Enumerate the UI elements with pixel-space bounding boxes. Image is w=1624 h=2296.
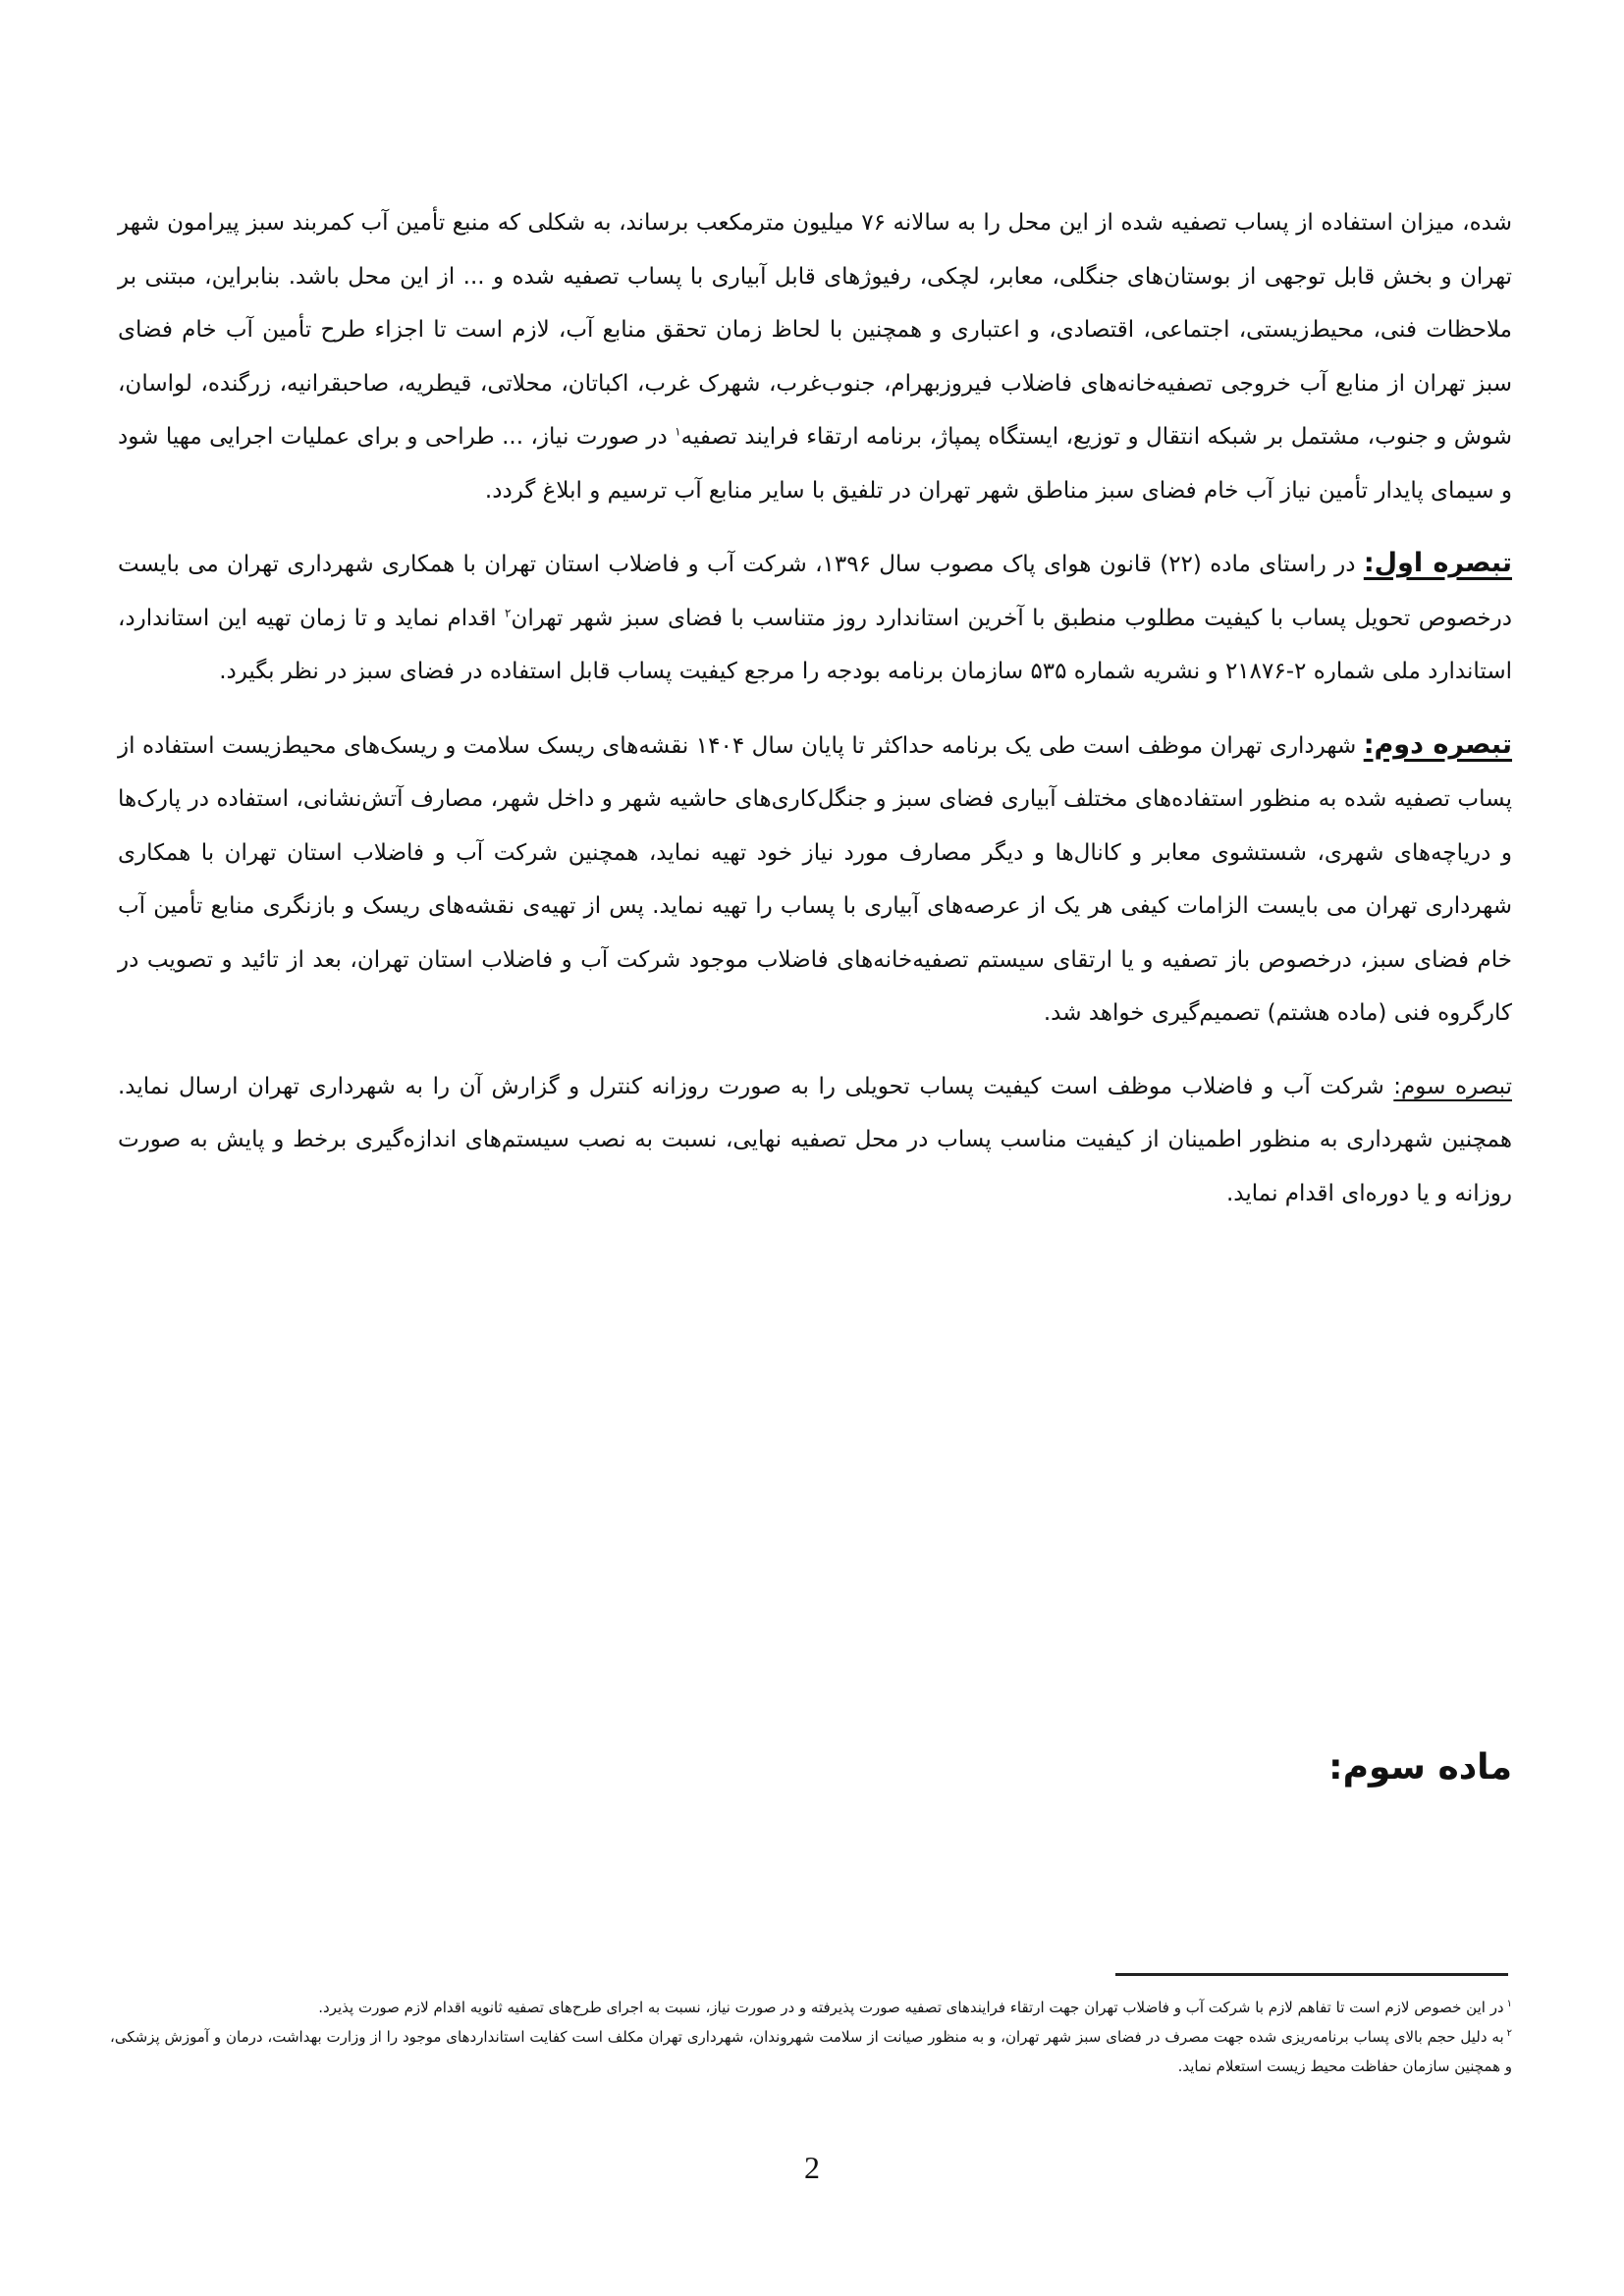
intro-paragraph <box>118 196 1512 517</box>
note-1-paragraph <box>118 537 1512 699</box>
section-heading: ماده سوم: <box>1328 1747 1512 1788</box>
note-1-label: تبصره اول: <box>1363 548 1512 578</box>
footnote-ref-1[interactable]: ۱ <box>675 424 681 439</box>
note-1-text: در راستای ماده (۲۲) قانون هوای پاک مصوب سال ۱۳۹۶، شرکت آب و فاضلاب استان تهران با همکاری شهرداری تهران می بایست درخصوص تحویل پساب با کیفیت مطلوب منطبق با آخرین استاندارد روز متناسب با فضای سبز شهر تهران <box>118 552 1512 631</box>
note-3-paragraph <box>118 1060 1512 1221</box>
footnote-ref-2[interactable]: ۲ <box>505 605 512 619</box>
intro-paragraph-text-end: در صورت نیاز، ... طراحی و برای عملیات اجرایی مهیا شود و سیمای پایدار تأمین نیاز آب خام فضای سبز مناطق شهر تهران در تلفیق با سایر منابع آب ترسیم و ابلاغ گردد. <box>118 424 1512 504</box>
footnote-2-text: به دلیل حجم بالای پساب برنامه‌ریزی شده جهت مصرف در فضای سبز شهر تهران، و به منظور صیانت از سلامت شهروندان، شهرداری تهران مکلف است کفایت استانداردهای موجود را از وزارت بهداشت، درمان و آموزش پزشکی، و همچنین سازمان حفاظت محیط زیست استعلام نماید. <box>110 2028 1512 2075</box>
footnote-separator <box>1115 1973 1508 1976</box>
footnote-1 <box>110 1993 1512 2022</box>
page-number: 2 <box>804 2150 820 2185</box>
note-2-label: تبصره دوم: <box>1363 728 1513 760</box>
footnote-2 <box>110 2022 1512 2081</box>
note-3-label: تبصره سوم: <box>1393 1073 1512 1099</box>
document-body <box>118 196 1512 1220</box>
footnote-1-text: در این خصوص لازم است تا تفاهم لازم با شرکت آب و فاضلاب تهران جهت ارتقاء فرایندهای تصفیه صورت پذیرفته و در صورت نیاز، نسبت به اجرای طرح‌های تصفیه ثانویه اقدام لازم صورت پذیرد. <box>318 1999 1504 2016</box>
footnotes <box>110 1993 1512 2081</box>
note-2-text: شهرداری تهران موظف است طی یک برنامه حداکثر تا پایان سال ۱۴۰۴ نقشه‌های ریسک سلامت و ریسک‌های محیط‌زیست استفاده از پساب تصفیه شده به منظور استفاده‌های مختلف آبیاری فضای سبز و جنگل‌کاری‌های حاشیه شهر و داخل شهر، مصارف آتش‌نشانی، استفاده در پارک‌ها و دریاچه‌های شهری، شستشوی معابر و کانال‌ها و دیگر مصارف مورد نیاز خود تهیه نماید، همچنین شرکت آب و فاضلاب استان تهران با همکاری شهرداری تهران می بایست الزامات کیفی هر یک از عرصه‌های آبیاری با پساب را تهیه نماید. پس از تهیه‌ی نقشه‌های ریسک و بازنگری منابع تأمین آب خام فضای سبز، درخصوص باز تصفیه و یا ارتقای سیستم تصفیه‌خانه‌های فاضلاب موجود شرکت آب و فاضلاب استان تهران، بعد از تائید و تصویب در کارگروه فنی (ماده هشتم) تصمیم‌گیری خواهد شد. <box>118 732 1512 1026</box>
intro-paragraph-text: شده، میزان استفاده از پساب تصفیه شده از این محل را به سالانه ۷۶ میلیون مترمکعب برساند، به شکلی که منبع تأمین آب کمربند سبز پیرامون شهر تهران و بخش قابل توجهی از بوستان‌های جنگلی، معابر، لچکی، رفیوژهای قابل آبیاری با پساب تصفیه شده و ... از این محل باشد. بنابراین، مبتنی بر ملاحظات فنی، محیط‌زیستی، اجتماعی، اقتصادی، و اعتباری و همچنین با لحاظ زمان تحقق منابع آب، لازم است تا اجزاء طرح تأمین آب خام فضای سبز تهران از منابع آب خروجی تصفیه‌خانه‌های فاضلاب فیروزبهرام، جنوب‌غرب، شهرک غرب، اکباتان، محلاتی، قیطریه، صاحبقرانیه، زرگنده، لواسان، شوش و جنوب، مشتمل بر شبکه انتقال و توزیع، ایستگاه پمپاژ، برنامه ارتقاء فرایند تصفیه <box>118 210 1512 450</box>
note-2-paragraph <box>118 719 1512 1041</box>
note-3-text: شرکت آب و فاضلاب موظف است کیفیت پساب تحویلی را به صورت روزانه کنترل و گزارش آن را به شهرداری تهران ارسال نماید. همچنین شهرداری به منظور اطمینان از کیفیت مناسب پساب در محل تصفیه نهایی، نسبت به نصب سیستم‌های اندازه‌گیری برخط و پایش به صورت روزانه و یا دوره‌ای اقدام نماید. <box>118 1073 1512 1206</box>
footnote-2-number: ۲ <box>1506 2028 1512 2039</box>
footnote-1-number: ۱ <box>1506 1999 1512 2009</box>
note-1-text-end: اقدام نماید و تا زمان تهیه این استاندارد، استاندارد ملی شماره ۲-۲۱۸۷۶ و نشریه شماره ۵۳۵ سازمان برنامه بودجه را مرجع کیفیت پساب قابل استفاده در فضای سبز در نظر بگیرد. <box>118 605 1512 684</box>
